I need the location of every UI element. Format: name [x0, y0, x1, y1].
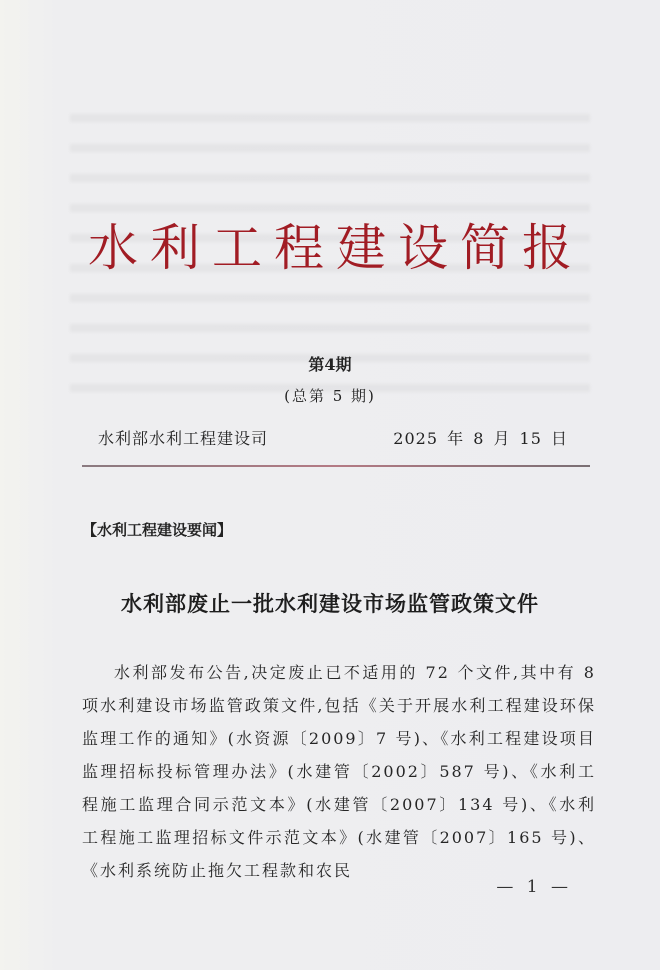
bulletin-title: 水利工程建设简报	[88, 219, 584, 277]
publish-date: 2025 年 8 月 15 日	[393, 429, 568, 448]
article-headline: 水利部废止一批水利建设市场监管政策文件	[121, 592, 539, 616]
body-paragraph: 水利部发布公告,决定废止已不适用的 72 个文件,其中有 8 项水利建设市场监管政策文件,包括《关于开展水利工程建设环保监理工作的通知》(水资源〔2009〕7 号)、《水利工程建设项目监理招标投标管理办法》(水建管〔2002〕587 号)、《水利工程施工监理合同示范文本》(水建管〔2007〕134 号)、《水利工程施工监理招标文件示范文本》(水建管〔2007〕165 号)、《水利系统防止拖欠工程款和农民	[82, 663, 596, 880]
header-divider	[82, 465, 590, 467]
issue-number: 第4期	[308, 355, 352, 374]
page-number: — 1 —	[496, 877, 572, 897]
article-body	[82, 656, 596, 887]
section-tag: 【水利工程建设要闻】	[82, 521, 233, 539]
publisher: 水利部水利工程建设司	[98, 429, 269, 448]
issue-total-number: (总第 5 期)	[284, 387, 376, 405]
